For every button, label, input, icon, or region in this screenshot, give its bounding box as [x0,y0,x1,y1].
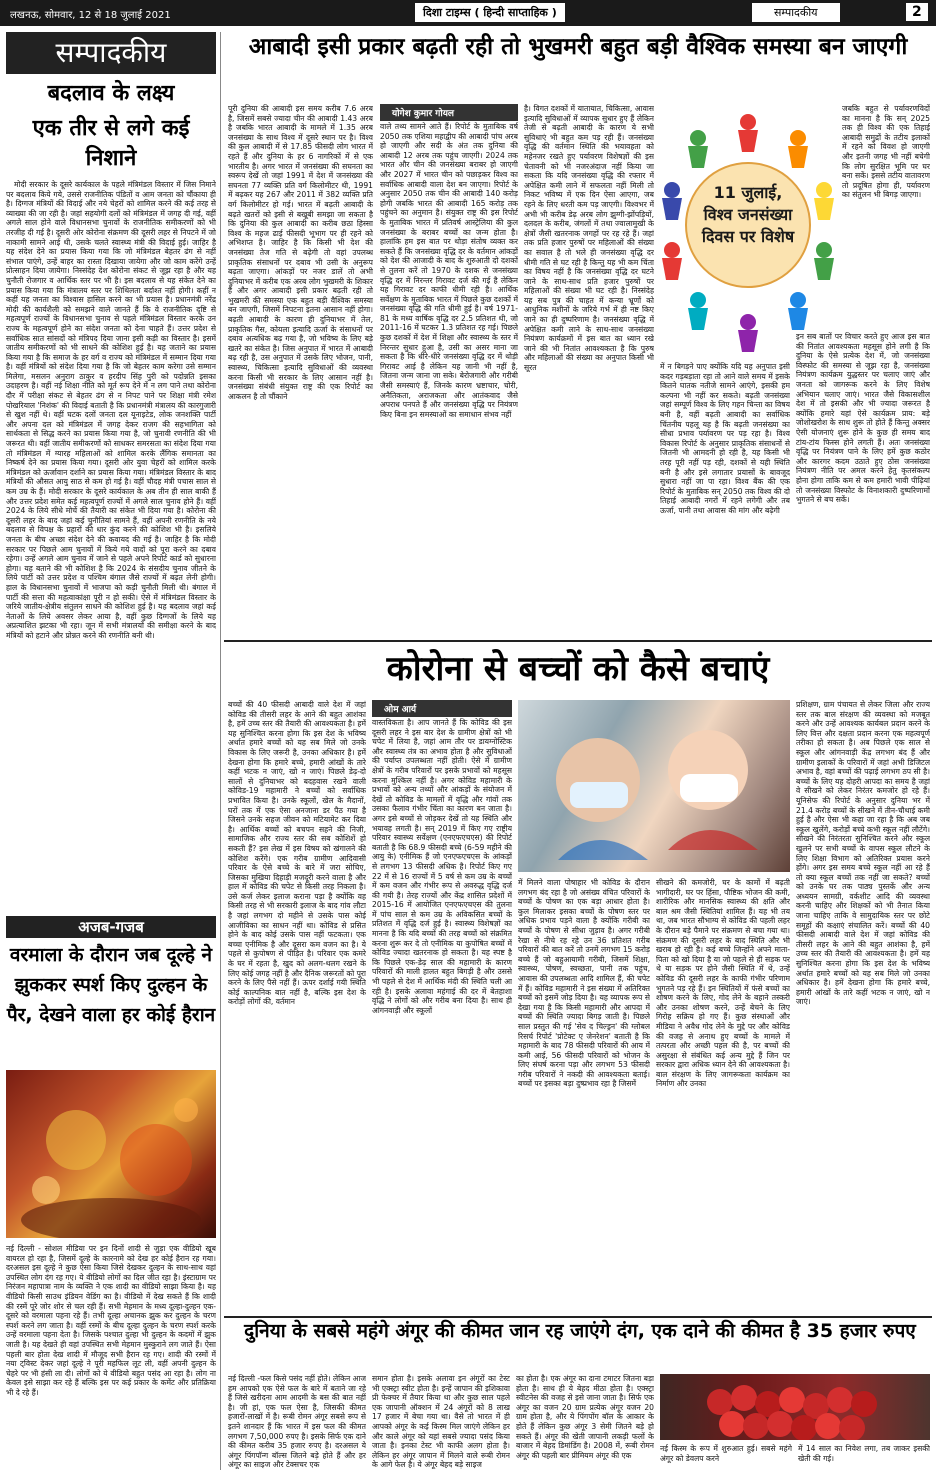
wedding-illustration [6,1070,216,1238]
grape-bunch-illustration [660,1374,930,1440]
population-headline: आबादी इसी प्रकार बढ़ती रही तो भुखमरी बहुत बड़ी वैश्विक समस्या बन जाएगी [248,34,908,60]
corona-col-2: वास्तविकता है। आप जानते हैं कि कोविड की इस दूसरी लहर ने इस बार देश के ग्रामीण क्षेत्रों को भी चपेट में लिया है, जहां आम तौर पर डायग्नोस्टिक और स्वास्थ्य तंत्र का अभाव होता है और सुविधाओं की पर्याप्त उपलब्धता नहीं होती। ऐसे में ग्रामीण क्षेत्रों के गरीब परिवारों पर इसके प्रभावों को महसूस करना मुश्किल नहीं है। अगर कोविड महामारी के प्रभावों को अन्य तथ्यों और आंकड़ों के संयोजन में देखें तो कोविड के मामलों में वृद्धि और गांवों तक उसका फैलाव गंभीर चिंता का कारण बन जाता है। अगर इसे बच्चों से जोड़कर देखें तो यह स्थिति और भयावह लगती है। सन् 2019 में किए गए राष्ट्रीय परिवार स्वास्थ्य सर्वेक्षण (एनएफएचएस) की रिपोर्ट बताती है कि 68.9 फीसदी बच्चे (6-59 महीने की आयु के) एनीमिक हैं जो एनएफएचएस के आंकड़ों से लगभग 13 फीसदी अधिक है। रिपोर्ट किए गए 22 में से 16 राज्यों में 5 वर्ष से कम उम्र के बच्चों में कम वजन और गंभीर रूप से अवरुद्ध वृद्धि दर्ज की गयी है। तेरह राज्यों और केंद्र शासित प्रदेशों में 2015-16 में आयोजित एनएफएचएस की तुलना में पांच साल से कम उम्र के अविकसित बच्चों के प्रतिशत में वृद्धि दर्ज हुई है। स्वास्थ्य विशेषज्ञों का मानना है कि यदि बच्चों की तरह बच्चों को संक्रमित करना शुरू कर दे तो एनीमिक या कुपोषित बच्चों में कोविड ज्यादा खतरनाक हो सकता है। यह स्पष्ट है कि पिछले एक-डेढ़ साल की महामारी के कारण परिवारों की माली हालत बहुत बिगड़ी है और उससे भी पहले से देश में आर्थिक मंदी की स्थिति चली आ रही है। इसके अलावा महंगाई की दर में बेतहाशा वृद्धि ने लोगों को और गरीब बना दिया है। साथ ही आंगनवाड़ी और स्कूलों [372,718,512,1015]
ajab-gajab-banner: अजब-गजब [6,916,216,938]
grapes-col-3: का होता है। एक अंगूर का दाना टमाटर जितना बड़ा होता है। साथ ही ये बेहद मीठा होता है। एक्स्ट्रा स्वीटनेस की वजह से इसे जाना जाता है। सिर्फ एक अंगूर का वजन 20 ग्राम प्रत्येक अंगूर वजन 20 ग्राम होता है, और ये पिंगपोंग बॉल के आकार के होते हैं लेकिन कुछ अंगूर 3 सेमी जितने बड़े हो सकते हैं। अंगूर की खेती जापानी लकड़ी फलों के बाजार में बेहद डिमांडिंग है। 2008 में, रूबी रोमन अंगूर की पहली बार प्रीमियम अंगूर की एक [516,1374,654,1460]
paper-name: दिशा टाइम्स ( हिन्दी साप्ताहिक ) [415,3,565,22]
editorial-paragraph: मोदी सरकार के दूसरे कार्यकाल के पहले मंत्रिमंडल विस्तार में जिस निमाने पर बदलाव किये गये, उससे राजनीतिक पंडितों व आम जनता को चौंकाया ही है। दिग्गज मंत्रियों की विदाई और नये चेहरों को शामिल करने की कई तरह से व्याख्या की जा रही है। जहां सहयोगी दलों को मंत्रिमंडल में जगह दी गई, वहीं अगले साल होने वाले विधानसभा चुनावों के राजनीतिक समीकरणों को भी तरजीह दी गई है। दूसरी ओर कोरोना संक्रमण की दूसरी लहर से निपटने में जो नाकामी सामने आई थी, उसके चलते स्वास्थ्य मंत्री की विदाई हुई। जाहिर है यह संदेश देने का प्रयास किया गया कि जो मंत्रिमंडल बेहतर ढंग से नहीं संभाल पाएंगे, उन्हें बाहर का रास्ता दिखाया जायेगा और जो काम करेंगे उन्हें प्रोत्साहन दिया जायेगा। निस्संदेह देश कोरोना संकट से जूझ रहा है और यह चुनौती रोजगार व आर्थिक स्तर पर भी है। इस बदलाव से यह संकेत देने का प्रयास किया गया कि मंत्रालय स्तर पर शिथिलता बर्दाश्त नहीं होगी। कहीं न कहीं यह जनता का विश्वास हासिल करने का भी प्रयास है। प्रधानमंत्री नरेंद्र मोदी की कार्यशैली को समझने वाले जानते हैं कि वे राजनीतिक दृष्टि से महत्वपूर्ण राज्यों के विधानसभा चुनाव से पहले मंत्रिमंडल विस्तार करके उन राज्य के महत्वपूर्ण होने का संदेश जनता को देना चाहते हैं। उत्तर प्रदेश से सर्वाधिक सात सांसदों को मंत्रिपद दिया जाना इसी कड़ी का विस्तार है। इसमें जातीय समीकरणों को भी साधने की कोशिश हुई है। यह जताने का प्रयास किया गया है कि समाज के हर वर्ग व राज्य को मंत्रिमंडल में सम्मान दिया गया है। वहीं मंत्रियों को संदेश दिया गया है कि जो बेहतर काम करेगा उसे सम्मान मिलेगा, मसलन अनुराग ठाकुर व हरदीप सिंह पुरी को पदोन्नति इसका उदाहरण है। वहीं नई शिक्षा नीति को मूर्त रूप देने में न लग पाने तथा कोरोना दौर में परीक्षा संकट से बेहतर ढंग से न निपट पाने पर शिक्षा मंत्री रमेश पोखरियाल 'निशंक' की विदाई बताती है कि प्रधानमंत्री मंत्रालय की कारगुजारी से खुश नहीं थे। वहीं घटक दलों जनता दल यूनाइटेड, लोक जनशक्ति पार्टी और अपना दल को मंत्रिमंडल में जगह देकर राजग की सहभागिता को सार्थकता से सिद्ध करने का प्रयास किया गया है, जो चुनावी रणनीति की भी जरूरत थी। वहीं जातीय समीकरणों को साधकर समरसता का संदेश दिया गया तो मंत्रिमंडल में ग्यारह महिलाओं को शामिल करके लैंगिक समानता का निष्कर्ष देने का प्रयास किया गया। दूसरी ओर युवा चेहरों को शामिल करके मंत्रिमंडल को ऊर्जावान दर्शाने का प्रयास किया गया। मंत्रिमंडल विस्तार के बाद मंत्रियों की औसत आयु साठ से कम हो गई है। वहीं चौदह मंत्री पचास साल से कम उम्र के हैं। मोदी सरकार के दूसरे कार्यकाल के अब तीन ही साल बाकी हैं और उत्तर प्रदेश समेत कई महत्वपूर्ण राज्यों में अगले साल चुनाव होने हैं। वहीं 2024 के लिये सीधे मोर्चे की तैयारी का संकेत भी दिया गया है। कोरोना की दूसरी लहर के बाद जहां कई चुनौतियां सामने हैं, वहीं अपनी रणनीति के नये बदलाव से विपक्ष के प्रहारों की धार कुंद करने की कोशिश भी है। इसलिये जनता के बीच अच्छा संदेश देने की कवायद की गई है। जाहिर है कि मोदी सरकार पर पिछले आम चुनावों में किये गये वादों को पूरा करने का दबाव रहेगा। उन्हें अगले आम चुनाव में जाने से पहले अपने रिपोर्ट कार्ड को सुधारना होगा। यह बताने की भी कोशिश है कि 2024 के संसदीय चुनाव जीतने के लिये पार्टी को उत्तर प्रदेश व पश्चिम बंगाल जैसे राज्यों में बढ़त लेनी होगी। हाल के विधानसभा चुनावों में भाजपा को कड़ी चुनौती मिली थी। बंगाल में पार्टी की सत्ता की महत्वाकांक्षा पूरी न हो सकी। ऐसे में मंत्रिमंडल विस्तार के जरिये जातीय-क्षेत्रीय संतुलन साधने की कोशिश हुई है। यह बदलाव जहां कई नेताओं के लिये अवसर लेकर आया है, वहीं कुछ दिग्गजों के लिये यह अप्रत्याशित झटका भी रहा। जून में सभी मंत्रालयों की समीक्षा करने के बाद मंत्रियों को हटाने और प्रोन्नत करने की रणनीति बनी थी। [6,180,216,640]
editorial-banner: सम्पादकीय [6,32,216,74]
corona-col-1: बच्चों की 40 फीसदी आबादी वाले देश में जहां कोविड की तीसरी लहर के आने की बहुत आशंका है, हमें उच्च स्तर की तैयारी की आवश्यकता है। हमें यह सुनिश्चित करना होगा कि इस देश के भविष्य अर्थात हमारे बच्चों को यह सब मिले जो उनके विकास के लिए जरूरी है, उनका अधिकार है। हमें देखना होगा कि हमारे बच्चे, हमारी आंखों के तारे कहीं भटक न जाएं, खो न जाएं। पिछले डेढ़-दो सालों से दुनियाभर को बदहवास रखने वाली कोविड-19 महामारी ने बच्चों को सर्वाधिक प्रभावित किया है। उनके स्कूलों, खेल के मैदानों, घरों तक में एक ऐसा अनजाना डर पैठ गया है जिसने उनके सहज जीवन को मटियामेट कर दिया है। आर्थिक बच्चों को बचपन सहने की निजी, सामाजिक और राज्य स्तर की सब कोशिशें हो सकती हैं? इस लेख में इस विषय को खंगालने की कोशिश करेंगे। एक गरीब ग्रामीण आदिवासी परिवार के ऐसे बच्चे के बारे में जरा सोचिए, जिसका मुखिया दिहाड़ी मजदूरी करने वाला है और हाल में कोविड की चपेट से किसी तरह निकला है। उसे कर्ज लेकर इलाज कराना पड़ा है क्योंकि वह किसी तरह से भी सरकारी इलाज के बाद गांव लौटा है जहां लगभग दो महीने से उसके पास कोई आजीविका का साधन नहीं था। कोविड से प्रसित होने के बाद कोई उसके पास नहीं फटकता। एक बच्चा एनीमिक है और दूसरा कम वजन का है। ये पहले से कुपोषण से पीड़ित है। परिवार एक कमरे के घर में रहता है, खुद को अलग-थलग रखने के लिए कोई जगह नहीं है और दैनिक जरूरतों को पूरा करने के लिए पैसे नहीं हैं। ऊपर दर्शाई गयी स्थिति कोई काल्पनिक बात नहीं है, बल्कि इस देश के करोड़ों लोगों की, वर्तमान [228,700,366,1007]
population-col-3: है। विगत दशकों में यातायात, चिकित्सा, आवास इत्यादि सुविधाओं में व्यापक सुधार हुए हैं लेकिन तेजी से बढ़ती आबादी के कारण ये सभी सुविधाएं भी बहुत कम पड़ रही हैं। जनसंख्या वृद्धि की वर्तमान स्थिति की भयावहता को महेनजर रखते हुए पर्यावरण विशेषज्ञों की इस चेतावनी को भी नजरअंदाज नहीं किया जा सकता कि यदि जनसंख्या वृद्धि की रफ्तार में अपेक्षित कमी लाने में सफलता नहीं मिली तो निकट भविष्य में एक दिन ऐसा आएगा, जब रहने के लिए धरती कम पड़ जाएगी। विश्वभर में अभी भी करीब डेढ़ अरब लोग झुग्गी-झोंपड़ियों, दलदल के करीब, जंगलों में तथा ज्वालामुखी के क्षेत्रों जैसी खतरनाक जगहों पर रह रहे हैं। जहां तक प्रति हजार पुरुषों पर महिलाओं की संख्या का सवाल है तो भले ही जनसंख्या वृद्धि दर धीमी गति से घट रही है किन्तु यह भी कम चिंता का विषय नहीं है कि जनसंख्या वृद्धि दर घटने जाने के साथ-साथ प्रति हजार पुरुषों पर महिलाओं की संख्या भी घट रही है। निस्संदेह यह सब पुत्र की चाहत में कन्या भ्रूणों को आधुनिक मशीनों के जरिये गर्भ में ही नष्ट किए जाने का ही दुष्परिणाम है। जनसंख्या वृद्धि में अपेक्षित कमी लाने के साथ-साथ जनसंख्या नियंत्रण कार्यक्रमों में इस बात का ध्यान रखे जाने की भी नितांत आवश्यकता है कि पुरुष और महिलाओं की संख्या का अनुपात किसी भी सूरत [524,104,654,373]
corona-headline: कोरोना से बच्चों को कैसे बचाएं [224,644,932,694]
grapes-photo [660,1374,930,1440]
grapes-caption-left: नई किस्म के रूप में शुरुआत हुई। सबसे महंगे अंगूर को डेवलप करने [660,1444,792,1463]
grapes-caption-right: में 14 साल का निवेश लगा, तब जाकर इसकी खेती की गई। [798,1444,930,1463]
population-col-1: पूरी दुनिया की आबादी इस समय करीब 7.6 अरब है, जिसमें सबसे ज्यादा चीन की आबादी 1.43 अरब है जबकि भारत आबादी के मामले में 1.35 अरब जनसंख्या के साथ विश्व में दूसरे स्थान पर है। विश्व की कुल आबादी में से 17.85 फीसदी लोग भारत में रहते हैं और दुनिया के हर 6 नागरिकों में से एक भारतीय है। अगर भारत में जनसंख्या की सघनता का स्वरूप देखें तो जहां 1991 में देश में जनसंख्या की सघनता 77 व्यक्ति प्रति वर्ग किलोमीटर थी, 1991 में बढ़कर यह 267 और 2011 में 382 व्यक्ति प्रति वर्ग किलोमीटर हो गई। भारत में बढ़ती आबादी के बढ़ते खतरों को इसी से बखूबी समझा जा सकता है कि दुनिया की कुल आबादी का करीब छठा हिस्सा विश्व के महज ढाई फीसदी भूभाग पर ही रहने को अभिशप्त है। जाहिर है कि किसी भी देश की जनसंख्या तेज गति से बढ़ेगी तो वहां उपलब्ध प्राकृतिक संसाधनों पर दबाव भी उसी के अनुरूप बढ़ता जाएगा। आंकड़ों पर नजर डालें तो अभी दुनियाभर में करीब एक अरब लोग भुखमरी के शिकार हैं और अगर आबादी इसी प्रकार बढ़ती रही तो भुखमरी की समस्या एक बहुत बड़ी वैश्विक समस्या बन जाएगी, जिसमें निपटना इतना आसान नहीं होगा। बढ़ती आबादी के कारण ही दुनियाभर में तेल, प्राकृतिक गैस, कोयला इत्यादि ऊर्जा के संसाधनों पर दबाव अत्यधिक बढ़ गया है, जो भविष्य के लिए बड़े खतरे का संकेत है। जिस अनुपात में भारत में आबादी बढ़ रही है, उस अनुपात में उसके लिए भोजन, पानी, स्वास्थ्य, चिकित्सा इत्यादि सुविधाओं की व्यवस्था करना किसी भी सरकार के लिए आसान नहीं है। जनसंख्या संबंधी संयुक्त राष्ट्र की एक रिपोर्ट का आकलन है तो चौंकाने [228,104,373,401]
child-illustration [518,700,790,872]
corona-col-4: सीखने की कमजोरी, घर के कामों में बढ़ती भागीदारी, घर पर हिंसा, पौष्टिक भोजन की कमी, शारीरिक और मानसिक स्वास्थ्य की क्षति और बाल श्रम जैसी स्थितियां शामिल हैं। यह भी तय था, जब भारत सौभाग्य से कोविड की पहली लहर के दौरान बड़े पैमाने पर संक्रमण से बचा गया था। संक्रमण की दूसरी लहर के बाद स्थिति और भी खराब हो रही है। कई बच्चे जिन्होंने अपने माता-पिता को खो दिया है या जो पहले से ही सड़क पर थे या सड़क पर होने जैसी स्थिति में थे, उन्हें कोविड की दूसरी लहर के काफी गंभीर परिणाम भुगतने पड़ रहे हैं। इन स्थितियों में फंसे बच्चों का शोषण करने के लिए, गोद लेने के बहाने तस्करी और उनका शोषण करने, उन्हें बेचने के लिए गिरोह सक्रिय हो गए हैं। कुछ संस्थाओं और मीडिया ने अवैध गोद लेने के मुद्दे पर और कोविड की वजह से अनाथ हुए बच्चों के मामले में तत्परता और अच्छी पहल की है, पर बच्चों की असुरक्षा से संबंधित कई अन्य मुद्दे हैं जिन पर सरकार द्वारा अधिक ध्यान देने की आवश्यकता है। बाल संरक्षण के लिए जागरूकता कार्यक्रम का निर्माण और उनका [656,878,790,1089]
section-name: सम्पादकीय [752,3,840,22]
population-col-2: वाले तथ्य सामने आते हैं। रिपोर्ट के मुताबिक वर्ष 2050 तक एशिया महाद्वीप की आबादी पांच अरब हो जाएगी और सदी के अंत तक दुनिया की आबादी 12 अरब तक पहुंच जाएगी। 2024 तक भारत और चीन की जनसंख्या बराबर हो जाएगी और 2027 में भारत चीन को पछाड़कर विश्व का सर्वाधिक आबादी वाला देश बन जाएगा। रिपोर्ट के अनुसार 2050 तक चीन की आबादी 140 करोड़ होगी जबकि भारत की आबादी 165 करोड़ तक पहुंचने का अनुमान है। संयुक्त राष्ट्र की इस रिपोर्ट के मुताबिक भारत में प्रतिवर्ष आस्ट्रेलिया की कुल जनसंख्या के बराबर बच्चों का जन्म होता है। हालांकि हम इस बात पर थोड़ा संतोष व्यक्त कर सकते हैं कि जनसंख्या वृद्धि दर के वर्तमान आंकड़ों को देश की आजादी के बाद के शुरुआती दो दशकों से तुलना करें तो 1970 के दशक से जनसंख्या वृद्धि दर में निरन्तर गिरावट दर्ज की गई है लेकिन यह गिरावट दर काफी धीमी रही है। आर्थिक सर्वेक्षण के मुताबिक भारत में पिछले कुछ दशकों में जनसंख्या वृद्धि की गति धीमी हुई है। वर्ष 1971-81 के मध्य वार्षिक वृद्धि दर 2.5 प्रतिशत थी, जो 2011-16 में घटकर 1.3 प्रतिशत रह गई। पिछले कुछ दशकों में देश में शिक्षा और स्वास्थ्य के स्तर में निरन्तर सुधार हुआ है, उसी का असर माना जा सकता है कि धीरे-धीरे जनसंख्या वृद्धि दर में थोड़ी गिरावट आई है लेकिन यह जानी भी नहीं है, जितना जन्म जाना जा सके। बेरोजगारी और गरीबी जैसी समस्याएं हैं, जिनके कारण भ्रष्टाचार, चोरी, अनैतिकता, अराजकता और आतंकवाद जैसे अपराध पनपते हैं और जनसंख्या वृद्धि पर नियंत्रण किए बिना इन समस्याओं का समाधान संभव नहीं [380,122,518,419]
population-col-5-top: जबकि बहुत से पर्यावरणविदों का मानना है कि सन् 2025 तक ही विश्व की एक तिहाई आबादी समुद्रों के तटीय इलाकों में रहने को विवश हो जाएगी और इतनी जगह भी नहीं बचेगी कि लोग सुरक्षित भूमि पर घर बना सकें। इससे तटीय वातावरण तो प्रदूषित होगा ही, पर्यावरण का संतुलन भी बिगड़ जाएगा। [842,104,930,200]
wedding-photo [6,1070,216,1238]
ajab-body: नई दिल्ली - सोशल मीडिया पर इन दिनों शादी से जुड़ा एक वीडियो खूब वायरल हो रहा है, जिसमें दूल्हे के कारनामे को देख हर कोई हैरान रह गया। दरअसल इस दूल्हे ने कुछ ऐसा किया जिसे देखकर दुल्हन के साथ-साथ वहां उपस्थित लोग दंग रह गए। ये वीडियो लोगों का दिल जीत रहा है। इंस्टाग्राम पर निरंजन महापात्रा नाम के व्यक्ति ने एक शादी का वीडियो साझा किया है। यह वीडियो किसी साउथ इंडियन वेडिंग का है। वीडियो में देख सकते हैं कि शादी की रस्में पूरे जोर शोर से चल रही हैं। सभी मेहमान के मध्य दूल्हा-दुल्हन एक-दूसरे को वरमाला पहना रहे हैं। तभी दूल्हा अचानक झुक कर दुल्हन के चरण स्पर्श करने लग जाता है। वहीं रस्मों के बीच दूल्हा दुल्हन के चरण स्पर्श करके उन्हें वरमाला पहना देता है। जिसके पश्चात दुल्हा भी दुल्हन के कदमों में झुक जाती है। यह देखते ही वहां उपस्थित सभी मेहमान मुस्कुराने लग जाते हैं। ऐसा पहली बार होता देख शादी में मौजूद सभी हैरान रह गए। शादी की रस्मों में नया ट्विस्ट देकर जहां दूल्हे ने पूरी महफिल लूट ली, वहीं अपनी दुल्हन के चेहरे पर भी हंसी ला दी। लोगों को ये वीडियो बहुत पसंद आ रहा है। लोग ना केवल इसे साझा कर रहे हैं बल्कि इस पर कई प्रकार के कमेंट और प्रतिक्रिया भी दे रहे हैं। [6,1244,216,1397]
editorial-body [6,180,216,912]
grapes-col-1: नई दिल्ली -फल किसे पसंद नहीं होते। लेकिन आज हम आपको एक ऐसे फल के बारे में बताने जा रहे हैं जिसे खरीदना आम आदमी के बस की बात नहीं है। जी हां, एक फल ऐसा है, जिसकी कीमत हजारों-लाखों में है। रूबी रोमन अंगूर सबसे रूप से इतने शानदार हैं कि भारत में इस फल की कीमत लगभग 7,50,000 रुपए है। इसके सिर्फ एक दाने की कीमत करीब 35 हजार रुपए है। दरअसल ये अंगूर पिंगपॉन्ग बॉल्स जितने बड़े होते हैं और हर अंगूर का साइज और टेक्सचर एक [228,1374,366,1470]
grapes-headline: दुनिया के सबसे महंगे अंगूर की कीमत जान रह जाएंगे दंग, एक दाने की कीमत है 35 हजार रुपए [244,1320,916,1342]
child-mask-photo [518,700,790,872]
editorial-headline-2: एक तीर से लगे कई निशाने [32,116,190,171]
editorial-headline-1: बदलाव के लक्ष्य [47,81,175,106]
dateline: लखनऊ, सोमवार, 12 से 18 जुलाई 2021 [10,10,171,21]
population-byline: योगेश कुमार गोयल [380,104,518,121]
page-number: 2 [906,3,928,21]
population-col-4: में न बिगड़ने पाए क्योंकि यदि यह अनुपात इसी कदर गड़बड़ाता रहा तो आने वाले समय में इसके कितने घातक नतीजे सामने आएंगे, इसकी हम कल्पना भी नहीं कर सकते। बढ़ती जनसंख्या जहां सम्पूर्ण विश्व के लिए गहन चिन्ता का विषय बनी है, वहीं बढ़ती आबादी का सर्वाधिक चिंतनीय पहलू यह है कि बढ़ती जनसंख्या का सीधा प्रभाव पर्यावरण पर पड़ रहा है। विश्व विकास रिपोर्ट के अनुसार प्राकृतिक संसाधनों से जितनी भी आमदनी हो रही है, यह किसी भी तरह पूरी नहीं पड़ रही, दशकों से यही स्थिति बनी है और इसे लगातार प्रयासों के बावजूद सुधारा नहीं जा पा रहा। विश्व बैंक की एक रिपोर्ट के मुताबिक सन् 2050 तक विश्व की दो तिहाई आबादी नगरों में रहने लगेगी और तब ऊर्जा, पानी तथा आवास की मांग और बढ़ेगी [660,362,790,515]
corona-col-5: प्रशिक्षण, ग्राम पंचायत से लेकर जिला और राज्य स्तर तक बाल संरक्षण की व्यवस्था को मजबूत करने और उन्हें आवश्यक कार्यबल प्रदान करने के लिए वित्त और दक्षता प्रदान करना एक महत्वपूर्ण तरीका हो सकता है। अब पिछले एक साल से स्कूल और आंगनवाड़ी केंद्र लगभग बंद हैं और ग्रामीण इलाकों के परिवारों में जहां अभी डिजिटल अभाव है, वहां बच्चों की पढ़ाई लगभग ठप सी है। बच्चों के लिए यह दोहरी आपदा का समय है जहां वे सीखने को लेकर निरंतर कमजोर हो रहे हैं। यूनिसेफ की रिपोर्ट के अनुसार दुनिया भर में 21.4 करोड़ बच्चों के सीखने में तीन-चौथाई कमी हुई है और ऐसा भी कहा जा रहा है कि अब जब स्कूल खुलेंगे, करोड़ों बच्चे कभी स्कूल नहीं लौटेंगे। सीखने की निरंतरता सुनिश्चित करने और स्कूल खुलने पर सभी बच्चों के वापस स्कूल लौटने के लिए शिक्षा विभाग को अतिरिक्त प्रयास करने होंगे। अगर इस समय बच्चे स्कूल नहीं आ रहे हैं तो क्या स्कूल बच्चों तक नहीं जा सकते? बच्चों को उनके घर तक पाठ्य पुस्तकें और अन्य अध्ययन सामग्री, वर्कशीट आदि की व्यवस्था करनी चाहिए और शिक्षकों को भी तैनात किया जाना चाहिए ताकि वे सामुदायिक स्तर पर छोटे समूहों की कक्षाएं संचालित करें। बच्चों की 40 फीसदी आबादी वाले देश में जहां कोविड की तीसरी लहर के आने की बहुत आशंका है, हमें उच्च स्तर की तैयारी की आवश्यकता है। हमें यह सुनिश्चित करना होगा कि इस देश के भविष्य अर्थात हमारे बच्चों को यह सब मिले जो उनका अधिकार है। हमें देखना होगा कि हमारे बच्चे, हमारी आंखों के तारे कहीं भटक न जाएं, खो न जाएं। [796,700,930,1007]
ajab-headline: वरमाला के दौरान जब दूल्हे ने झुककर स्पर्श किए दुल्हन के पैर, देखने वाला हर कोई हैरान [6,944,216,1026]
population-col-5: इन सब बातों पर विचार करते हुए आज इस बात की नितांत आवश्यकता महसूस होने लगी है कि दुनिया के ऐसे प्रत्येक देश में, जो जनसंख्या विस्फोट की समस्या से जूझ रहा है, जनसंख्या नियंत्रण कार्यक्रम युद्धस्तर पर चलाए जाएं और जनता को जागरूक करने के लिए विशेष अभियान चलाए जाएं। भारत जैसे विकासशील देश में तो इसकी और भी ज्यादा जरूरत है क्योंकि हमारे यहां ऐसे कार्यक्रम प्राय: बड़े जोशोखरोश के साथ शुरू तो होते हैं किन्तु अक्सर ऐसी योजनाएं शुरू होने के कुछ ही समय बाद टांय-टांय फिस्स होने लगती हैं। अतः जनसंख्या वृद्धि पर नियंत्रण पाने के लिए हमें कुछ कठोर और कारगर कदम उठाते हुए ठोस जनसंख्या नियंत्रण नीति पर अमल करने हेतु कृतसंकल्प होना होगा ताकि कम से कम हमारी भावी पीढ़ियां तो जनसंख्या विस्फोट के विनाशकारी दुष्परिणामों भुगतने से बच सकें। [796,332,930,505]
population-day-graphic [658,100,838,358]
corona-byline: ओम आर्य [372,700,512,717]
corona-col-3: में मिलने वाला पोषाहार भी कोविड के दौरान लगभग बंद रहा है जो असंख्य वंचित परिवारों के बच्चों के पोषण का एक बड़ा आधार होता है। कुल मिलाकर इसका बच्चों के पोषण स्तर पर अधिक प्रभाव पड़ने वाला है क्योंकि गरीबी का बच्चों के पोषण से सीधा जुड़ाव है। अगर गरीबी रेखा से नीचे रह रहे उन 36 प्रतिशत गरीब परिवारों की बात करें तो उनमें लगभग 15 करोड़ बच्चे हैं जो बहुआयामी गरीबी, जिसमें शिक्षा, स्वास्थ्य, पोषण, स्वच्छता, पानी तक पहुंच, आवास की उपलब्धता आदि शामिल हैं, की चपेट में हैं। कोविड महामारी ने इस संख्या में अतिरिक्त बच्चों को इसमें जोड़ दिया है। यह व्यापक रूप से देखा गया है कि किसी महामारी और आपदा में बच्चों की स्थिति ज्यादा बिगड़ जाती है। पिछले साल प्रस्तुत की गई 'सेव द चिल्ड्रन' की ग्लोबल रिसर्च रिपोर्ट 'प्रोटेक्ट ए जेनरेशन' बताती है कि महामारी के बाद 78 फीसदी परिवारों की आय में कमी आई, 56 फीसदी परिवारों को भोजन के लिए संघर्ष करना पड़ा और लगभग 53 फीसदी गरीब परिवारों ने नकदी की आवश्यकता बताई। बच्चों पर इसका बड़ा दुष्प्रभाव रहा है जिसमें [518,878,650,1089]
population-graphic-title: 11 जुलाई, विश्व जनसंख्या दिवस पर विशेष [701,183,795,246]
masthead-bar [0,0,936,26]
grapes-col-2: समान होता है। इसके अलावा इन अंगूरों का टेस्ट भी एक्स्ट्रा स्वीट होता है। इन्हें जापान की इशिकावा प्री फेक्चर में तैयार किया था और कुछ साल पहले एक जापानी ऑक्शन में 24 अंगूरों को 8 लाख 17 हजार में बेचा गया था। वैसे तो भारत में ही आपको अंगूर के कई किस्म मिल जाएंगे लेकिन हर और काले अंगूर को यहां सबसे ज्यादा पसंद किया जाता है। इनका टेस्ट भी काफी अलग होता है। लेकिन हर अंगूर जापान में मिलने वाले रूबी रोमन के आगे फेल है। ये अंगूर बेहद बड़े साइज [372,1374,510,1470]
